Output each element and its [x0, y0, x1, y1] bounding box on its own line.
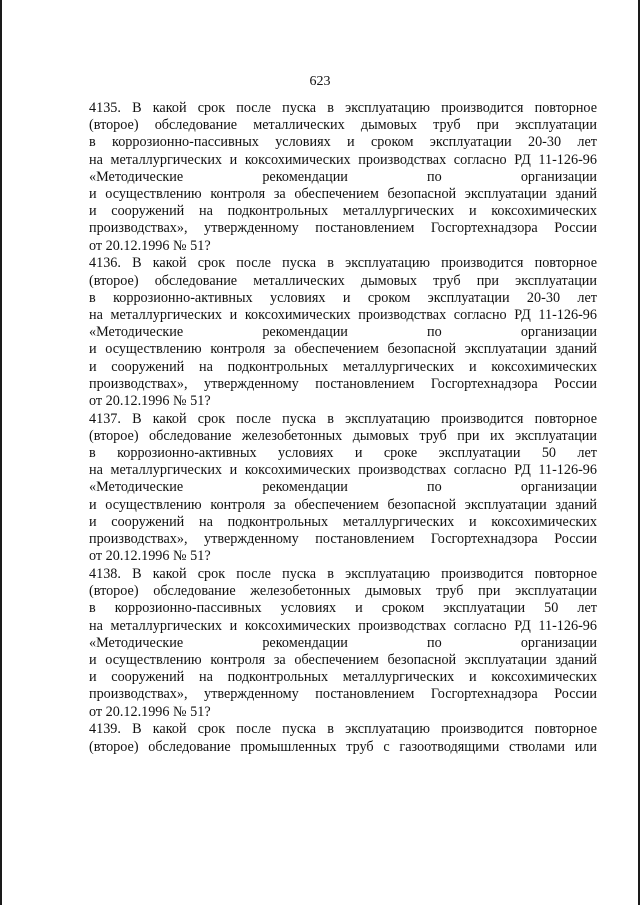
- question-line: от 20.12.1996 № 51?: [89, 392, 211, 409]
- question-line: в коррозионно-пассивных условиях и сроком эксплуатации 50 лет: [89, 600, 597, 617]
- question-4135: [89, 100, 597, 255]
- question-line: «Методические рекомендации по организации: [89, 168, 597, 185]
- questions-list: [89, 100, 597, 756]
- question-line: и сооружений на подконтрольных металлургических и коксохимических: [89, 513, 597, 530]
- question-line: производствах», утвержденному постановлением Госгортехнадзора России: [89, 220, 597, 237]
- question-line: в коррозионно-активных условиях и сроке эксплуатации 50 лет: [89, 445, 597, 462]
- question-line: и сооружений на подконтрольных металлургических и коксохимических: [89, 358, 597, 375]
- question-line: от 20.12.1996 № 51?: [89, 237, 211, 254]
- question-line: и сооружений на подконтрольных металлургических и коксохимических: [89, 669, 597, 686]
- question-line: и осуществлению контроля за обеспечением безопасной эксплуатации зданий: [89, 496, 597, 513]
- question-line: 4135. В какой срок после пуска в эксплуатацию производится повторное: [89, 100, 597, 116]
- question-line: на металлургических и коксохимических производствах согласно РД 11-126-96: [89, 306, 597, 323]
- question-line: и осуществлению контроля за обеспечением безопасной эксплуатации зданий: [89, 341, 597, 358]
- question-line: «Методические рекомендации по организации: [89, 479, 597, 496]
- page-number: 623: [309, 74, 331, 89]
- question-line: от 20.12.1996 № 51?: [89, 703, 211, 720]
- question-4139: [89, 721, 597, 755]
- question-line: на металлургических и коксохимических производствах согласно РД 11-126-96: [89, 617, 597, 634]
- question-line: (второе) обследование металлических дымовых труб при эксплуатации: [89, 117, 597, 134]
- question-line: (второе) обследование железобетонных дымовых труб при их эксплуатации: [89, 427, 597, 444]
- question-line: «Методические рекомендации по организации: [89, 634, 597, 651]
- question-line: (второе) обследование металлических дымовых труб при эксплуатации: [89, 272, 597, 289]
- question-line: и осуществлению контроля за обеспечением безопасной эксплуатации зданий: [89, 652, 597, 668]
- question-line: и осуществлению контроля за обеспечением безопасной эксплуатации зданий: [89, 186, 597, 203]
- question-4136: [89, 255, 597, 410]
- question-line: «Методические рекомендации по организации: [89, 324, 597, 341]
- question-line: производствах», утвержденному постановлением Госгортехнадзора России: [89, 531, 597, 548]
- question-line: производствах», утвержденному постановлением Госгортехнадзора России: [89, 686, 597, 703]
- question-line: на металлургических и коксохимических производствах согласно РД 11-126-96: [89, 462, 597, 479]
- question-line: и сооружений на подконтрольных металлургических и коксохимических: [89, 203, 597, 220]
- question-line: (второе) обследование железобетонных дымовых труб при эксплуатации: [89, 583, 597, 600]
- question-line: производствах», утвержденному постановлением Госгортехнадзора России: [89, 375, 597, 392]
- question-line: 4137. В какой срок после пуска в эксплуатацию производится повторное: [89, 410, 597, 427]
- question-line: от 20.12.1996 № 51?: [89, 548, 211, 565]
- question-line: 4136. В какой срок после пуска в эксплуатацию производится повторное: [89, 255, 597, 272]
- question-line: 4138. В какой срок после пуска в эксплуатацию производится повторное: [89, 565, 597, 582]
- question-line: на металлургических и коксохимических производствах согласно РД 11-126-96: [89, 151, 597, 168]
- question-line: в коррозионно-активных условиях и сроком эксплуатации 20-30 лет: [89, 289, 597, 306]
- question-4137: [89, 411, 597, 566]
- question-line: 4139. В какой срок после пуска в эксплуатацию производится повторное: [89, 721, 597, 738]
- question-line: (второе) обследование промышленных труб с газоотводящими стволами или: [89, 738, 597, 755]
- question-4138: [89, 566, 597, 721]
- question-line: в коррозионно-пассивных условиях и сроком эксплуатации 20-30 лет: [89, 134, 597, 151]
